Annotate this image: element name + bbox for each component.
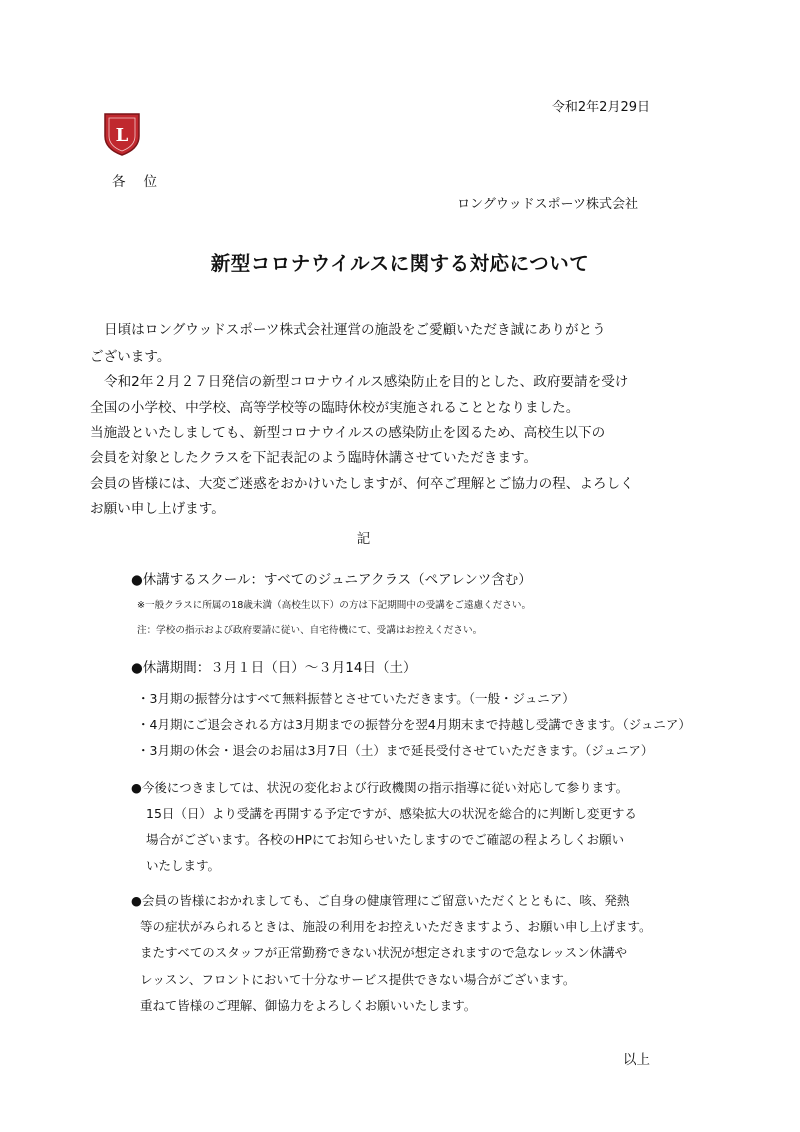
body-line: 当施設といたしましても、新型コロナウイルスの感染防止を図るため、高校生以下の — [90, 425, 606, 441]
list-item: ・3月期の振替分はすべて無料振替とさせていただきます。（一般・ジュニア） — [137, 691, 575, 706]
list-item: ・4月期にご退会される方は3月期までの振替分を翌4月期末まで持越し受講できます。（ジュニア） — [137, 717, 691, 732]
section-line: またすべてのスタッフが正常勤務できない状況が想定されますので急なレッスン休講や — [140, 945, 628, 960]
section-line: 15日（日）より受講を再開する予定ですが、感染拡大の状況を総合的に判断し変更する — [146, 806, 637, 821]
body-line: 会員の皆様には、大変ご迷惑をおかけいたしますが、何卒ご理解とご協力の程、よろしく — [90, 476, 634, 492]
sender-company: ロングウッドスポーツ株式会社 — [457, 197, 638, 212]
section-heading-closed-schools: ●休講するスクール：すべてのジュニアクラス（ペアレンツ含む） — [131, 572, 532, 588]
section-heading-closure-period: ●休講期間：３月１日（日）～３月14日（土） — [131, 660, 417, 676]
list-item: ・3月期の休会・退会のお届は3月7日（土）まで延長受付させていただきます。（ジュニア） — [137, 743, 654, 758]
section-future-plans: ●今後につきましては、状況の変化および行政機関の指示指導に従い対応して参ります。 — [131, 780, 629, 795]
closing-mark: 以上 — [623, 1052, 650, 1068]
body-line: 全国の小学校、中学校、高等学校等の臨時休校が実施されることとなりました。 — [90, 400, 580, 416]
section-line: レッスン、フロントにおいて十分なサービス提供できない場合がございます。 — [140, 972, 576, 987]
ki-marker: 記 — [356, 531, 371, 547]
logo-letter: L — [115, 125, 129, 146]
document-title: 新型コロナウイルスに関する対応について — [210, 252, 590, 275]
body-line: 日頃はロングウッドスポーツ株式会社運営の施設をご愛顧いただき誠にありがとう — [104, 322, 606, 338]
document-date: 令和2年2月29日 — [551, 100, 650, 115]
section-member-request: ●会員の皆様におかれましても、ご自身の健康管理にご留意いただくとともに、咳、発熱 — [131, 893, 630, 908]
addressee: 各位 — [112, 174, 175, 190]
body-line: ございます。 — [90, 349, 171, 365]
section-line: 場合がございます。各校のHPにてお知らせいたしますのでご確認の程よろしくお願い — [146, 832, 625, 847]
body-line: 令和2年２月２７日発信の新型コロナウイルス感染防止を目的とした、政府要請を受け — [104, 374, 629, 390]
section-line: 等の症状がみられるときは、施設の利用をお控えいただきますよう、お願い申し上げます。 — [140, 919, 652, 934]
body-line: 会員を対象としたクラスを下記表記のよう臨時休講させていただきます。 — [90, 450, 538, 466]
section-note: 注：学校の指示および政府要請に従い、自宅待機にて、受講はお控えください。 — [137, 625, 483, 636]
section-line: 重ねて皆様のご理解、御協力をよろしくお願いいたします。 — [140, 998, 477, 1013]
section-note: ※一般クラスに所属の18歳未満（高校生以下）の方は下記期間中の受講をご遠慮ください。 — [137, 600, 532, 611]
body-line: お願い申し上げます。 — [90, 501, 225, 517]
section-line: いたします。 — [146, 858, 221, 873]
company-logo — [103, 112, 141, 157]
